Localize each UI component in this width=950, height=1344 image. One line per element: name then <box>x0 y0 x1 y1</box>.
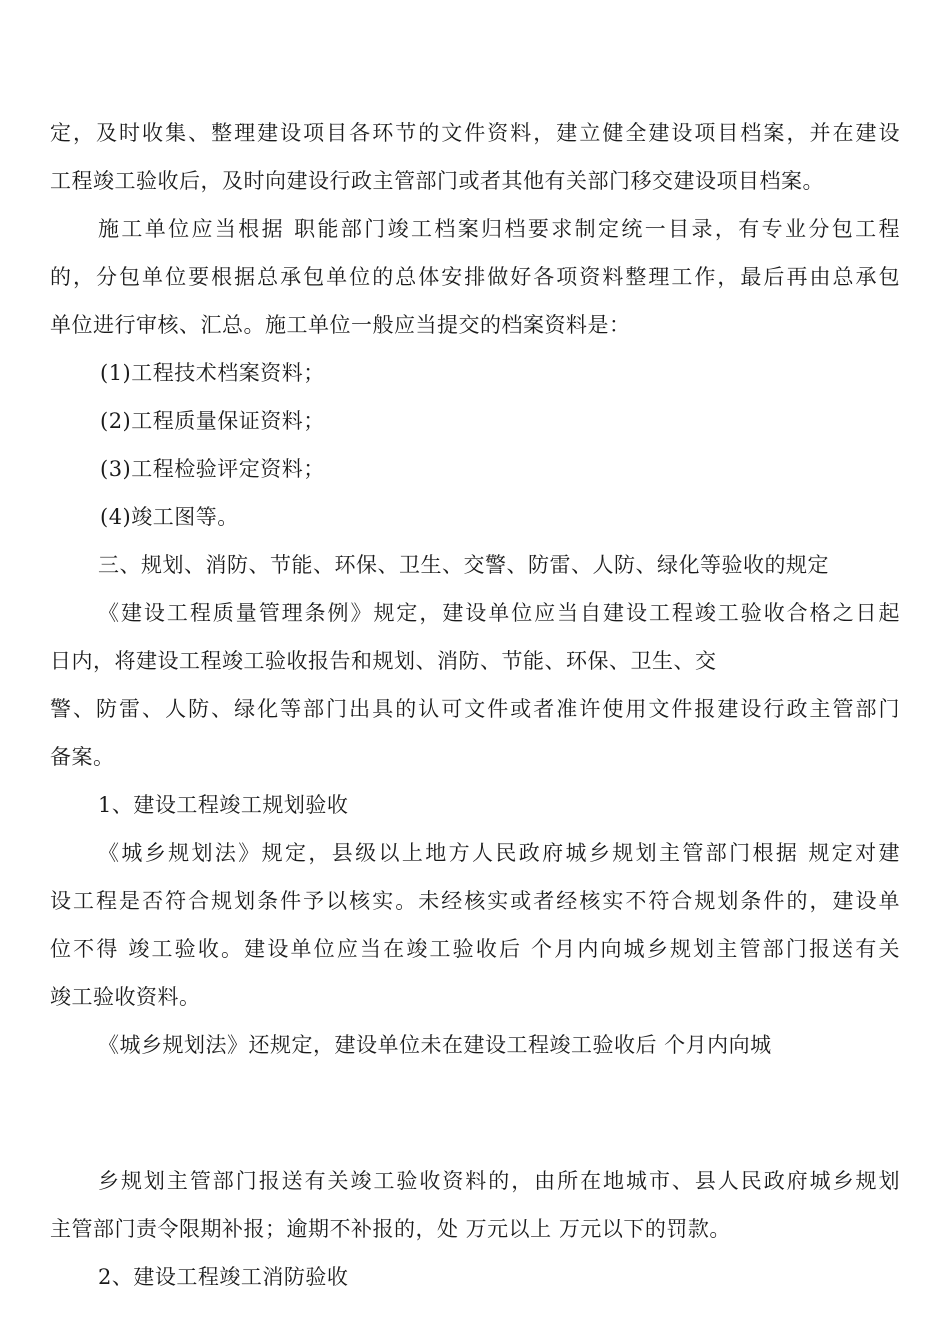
paragraph-line-14: 《城乡规划法》还规定，建设单位未在建设工程竣工验收后 个月内向城 <box>98 1033 772 1057</box>
paragraph-line-16: 主管部门责令限期补报；逾期不补报的，处 万元以上 万元以下的罚款。 <box>50 1217 731 1241</box>
paragraph-line-7: 日内，将建设工程竣工验收报告和规划、消防、节能、环保、卫生、交 <box>50 649 717 673</box>
paragraph-line-12: 位不得 竣工验收。建设单位应当在竣工验收后 个月内向城乡规划主管部门报送有关 <box>50 937 900 961</box>
paragraph-line-10: 《城乡规划法》规定，县级以上地方人民政府城乡规划主管部门根据 规定对建 <box>98 841 900 865</box>
paragraph-line-2: 工程竣工验收后，及时向建设行政主管部门或者其他有关部门移交建设项目档案。 <box>50 169 824 193</box>
paragraph-line-15: 乡规划主管部门报送有关竣工验收资料的，由所在地城市、县人民政府城乡规划 <box>98 1169 900 1193</box>
paragraph-line-8: 警、防雷、人防、绿化等部门出具的认可文件或者准许使用文件报建设行政主管部门 <box>50 697 900 721</box>
subsection-heading-1: 1、建设工程竣工规划验收 <box>98 793 349 817</box>
list-item-2: (2)工程质量保证资料； <box>100 409 325 433</box>
section-heading-3: 三、规划、消防、节能、环保、卫生、交警、防雷、人防、绿化等验收的规定 <box>98 553 829 577</box>
paragraph-line-11: 设工程是否符合规划条件予以核实。未经核实或者经核实不符合规划条件的，建设单 <box>50 889 900 913</box>
paragraph-line-3: 施工单位应当根据 职能部门竣工档案归档要求制定统一目录，有专业分包工程 <box>98 217 900 241</box>
paragraph-line-13: 竣工验收资料。 <box>50 985 201 1009</box>
list-item-3: (3)工程检验评定资料； <box>100 457 325 481</box>
paragraph-line-9: 备案。 <box>50 745 115 769</box>
paragraph-line-5: 单位进行审核、汇总。施工单位一般应当提交的档案资料是： <box>50 313 631 337</box>
paragraph-line-4: 的，分包单位要根据总承包单位的总体安排做好各项资料整理工作，最后再由总承包 <box>50 265 900 289</box>
subsection-heading-2: 2、建设工程竣工消防验收 <box>98 1265 349 1289</box>
paragraph-line-6: 《建设工程质量管理条例》规定，建设单位应当自建设工程竣工验收合格之日起 <box>98 601 900 625</box>
list-item-4: (4)竣工图等。 <box>100 505 239 529</box>
list-item-1: (1)工程技术档案资料； <box>100 361 325 385</box>
paragraph-line-1: 定，及时收集、整理建设项目各环节的文件资料，建立健全建设项目档案，并在建设 <box>50 121 900 145</box>
